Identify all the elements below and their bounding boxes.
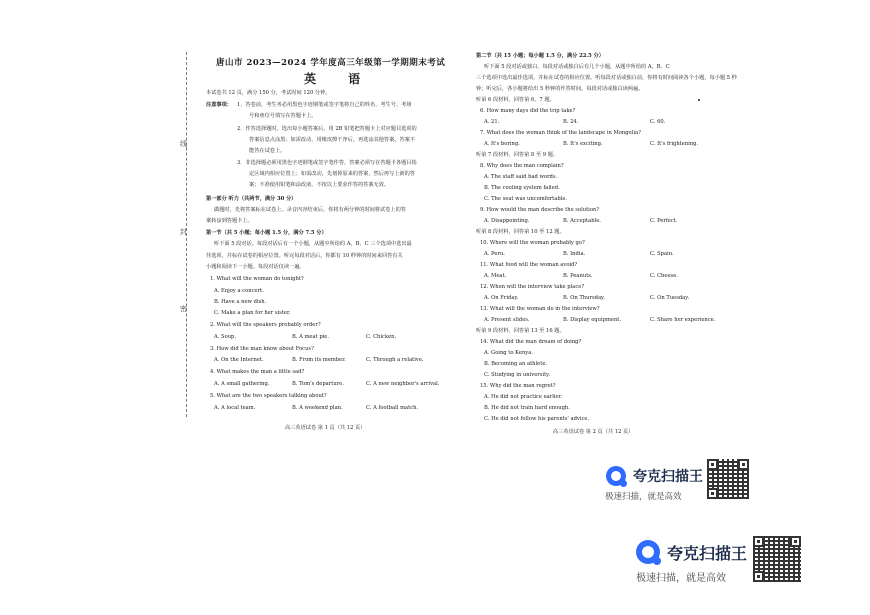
answer-option: B. It's exciting. bbox=[563, 141, 603, 147]
answer-option: A. Going to Kenya. bbox=[484, 350, 533, 356]
answer-option: A. Peru. bbox=[484, 251, 505, 257]
answer-option: C. Make a plan for her sister. bbox=[214, 310, 291, 316]
answer-option: C. Cheese. bbox=[650, 273, 678, 279]
answer-option: C. Chicken. bbox=[366, 334, 397, 340]
group-header: 听第 8 段材料，回答第 10 至 12 题。 bbox=[476, 229, 565, 235]
part1-desc: 做题时，先将答案标在试卷上。录音内容结束后，你将有两分钟的时间将试卷上的答 bbox=[214, 207, 406, 213]
part1-heading: 第一部分 听力（共两节，满分 30 分） bbox=[206, 196, 297, 202]
answer-option: B. The cooling system failed. bbox=[484, 185, 560, 191]
note-line: 号和座位号填写在答题卡上。 bbox=[249, 113, 317, 119]
scanner-tagline: 极速扫描，就是高效 bbox=[636, 573, 726, 584]
answer-option: A. A small gathering. bbox=[214, 381, 270, 387]
qr-code-icon bbox=[707, 459, 749, 499]
question-stem: 3. How did the man know about Focus? bbox=[210, 346, 314, 352]
answer-option: B. A meat pie. bbox=[292, 334, 330, 340]
answer-option: B. Tom's departure. bbox=[292, 381, 344, 387]
section2-desc: 钟；听完后，各小题将给出 5 秒钟的作答时间。每段对话或独白读两遍。 bbox=[476, 86, 644, 92]
question-stem: 14. What did the man dream of doing? bbox=[480, 339, 582, 345]
answer-option: A. Present slides. bbox=[484, 317, 530, 323]
question-stem: 6. How many days did the trip take? bbox=[480, 108, 576, 114]
answer-option: A. The staff said bad words. bbox=[484, 174, 558, 180]
question-stem: 13. What will the woman do in the interview? bbox=[480, 306, 600, 312]
question-stem: 9. How would the man describe the solution? bbox=[480, 207, 600, 213]
section2-heading: 第二节（共 15 小题；每小题 1.5 分，满分 22.5 分） bbox=[476, 53, 604, 59]
answer-option: B. From its member. bbox=[292, 357, 346, 363]
subject-title: 英 语 bbox=[304, 72, 375, 86]
note-line: 3．非选择题必须用黑色字迹钢笔或签字笔作答，答案必须写在答题卡各题目指 bbox=[237, 160, 417, 166]
answer-option: B. Becoming an athlete. bbox=[484, 361, 548, 367]
note-line: 定区域内相应位置上；如需改动，先划掉原来的答案，然后再写上新的答 bbox=[249, 171, 416, 177]
answer-option: B. India. bbox=[563, 251, 586, 257]
section1-desc: 小题和阅读下一小题。每段对话仅读一遍。 bbox=[206, 264, 305, 270]
qr-code-icon bbox=[753, 536, 801, 582]
question-stem: 1. What will the woman do tonight? bbox=[210, 276, 304, 282]
scanner-tagline: 极速扫描，就是高效 bbox=[605, 492, 682, 502]
answer-option: C. Perfect. bbox=[650, 218, 678, 224]
answer-option: A. On the Internet. bbox=[214, 357, 264, 363]
question-stem: 10. Where will the woman probably go? bbox=[480, 240, 585, 246]
answer-option: A. Disappointing. bbox=[484, 218, 530, 224]
note-line: 答案信息点涂黑；如需改动，用橡皮擦干净后，再选涂其他答案。答案不 bbox=[249, 137, 416, 143]
scanner-logo-dot-icon bbox=[620, 480, 627, 487]
answer-option: A. He did not practice earlier. bbox=[484, 394, 563, 400]
answer-option: C. Through a relative. bbox=[366, 357, 424, 363]
question-stem: 12. When will the interview take place? bbox=[480, 284, 585, 290]
note-line: 2．作答选择题时，选出每小题答案后，用 2B 铅笔把答题卡上对应题目选项的 bbox=[237, 126, 417, 132]
group-header: 听第 9 段材料，回答第 13 至 16 题。 bbox=[476, 328, 565, 334]
answer-option: A. Meat. bbox=[484, 273, 507, 279]
binding-mark-secret: 密 bbox=[180, 305, 187, 313]
question-stem: 15. Why did the man regret? bbox=[480, 383, 556, 389]
answer-option: B. Acceptable. bbox=[563, 218, 601, 224]
part1-desc: 案转涂到答题卡上。 bbox=[206, 218, 253, 224]
section2-desc: 三个选项中选出最佳选项，并标在试卷的相应位置。听每段对话或独白前，你将有时间阅读各个小题，每小题 5 秒 bbox=[476, 75, 737, 81]
answer-option: A. It's boring. bbox=[484, 141, 520, 147]
note-line: 案；不准使用铅笔和涂改液。不按以上要求作答的答案无效。 bbox=[249, 182, 390, 188]
question-stem: 8. Why does the man complain? bbox=[480, 163, 564, 169]
question-stem: 4. What makes the man a little sad? bbox=[210, 369, 305, 375]
answer-option: C. It's frightening. bbox=[650, 141, 699, 147]
group-header: 听第 6 段材料，回答第 6、7 题。 bbox=[476, 97, 555, 103]
section1-desc: 佳选项，并标在试卷的相应位置。听完每段对话后，你都有 10 秒钟的时间来回答有关 bbox=[206, 253, 403, 259]
answer-option: A. Enjoy a concert. bbox=[214, 288, 264, 294]
answer-option: C. The seat was uncomfortable. bbox=[484, 196, 568, 202]
question-stem: 5. What are the two speakers talking about? bbox=[210, 393, 327, 399]
answer-option: C. A new neighbor's arrival. bbox=[366, 381, 440, 387]
notes-label: 注意事项： bbox=[206, 102, 232, 108]
exam-title: 唐山市 2023—2024 学年度高三年级第一学期期末考试 bbox=[216, 58, 446, 68]
section2-desc: 听下面 5 段对话或独白。每段对话或独白后有几个小题，从题中所给的 A、B、C bbox=[484, 64, 670, 70]
answer-option: C. On Tuesday. bbox=[650, 295, 690, 301]
group-header: 听第 7 段材料，回答第 8 至 9 题。 bbox=[476, 152, 559, 158]
answer-option: A. On Friday. bbox=[484, 295, 519, 301]
answer-option: C. A football match. bbox=[366, 405, 419, 411]
section1-desc: 听下面 5 段对话。每段对话后有一个小题，从题中所给的 A、B、C 三个选项中选出最 bbox=[214, 241, 412, 247]
answer-option: A. 21. bbox=[484, 119, 500, 125]
answer-option: B. Display equipment. bbox=[563, 317, 622, 323]
page-footer: 高三英语试卷 第 2 页（共 12 页） bbox=[553, 429, 634, 435]
scanner-app-name: 夸克扫描王 bbox=[633, 469, 703, 485]
answer-option: B. Peanuts. bbox=[563, 273, 593, 279]
answer-option: B. A weekend plan. bbox=[292, 405, 343, 411]
scanner-app-name: 夸克扫描王 bbox=[667, 544, 748, 563]
answer-option: C. 60. bbox=[650, 119, 666, 125]
speck bbox=[698, 99, 700, 101]
note-line: 1．答卷前，考生务必用黑色字迹钢笔或签字笔将自己的姓名、考生号、考场 bbox=[237, 102, 412, 108]
answer-option: C. Share her experience. bbox=[650, 317, 716, 323]
note-line: 能答在试卷上。 bbox=[249, 148, 286, 154]
answer-option: B. He did not train hard enough. bbox=[484, 405, 570, 411]
page-footer: 高三英语试卷 第 1 页（共 12 页） bbox=[285, 425, 366, 431]
answer-option: C. He did not follow his parents' advice. bbox=[484, 416, 590, 422]
answer-option: B. Have a new dish. bbox=[214, 299, 267, 305]
answer-option: B. 24. bbox=[563, 119, 579, 125]
question-stem: 11. What food will the woman avoid? bbox=[480, 262, 578, 268]
answer-option: C. Studying in university. bbox=[484, 372, 551, 378]
binding-mark-line: 线 bbox=[180, 140, 187, 148]
answer-option: A. A local team. bbox=[214, 405, 256, 411]
question-stem: 7. What does the woman think of the landscape in Mongolia? bbox=[480, 130, 641, 136]
question-stem: 2. What will the speakers probably order? bbox=[210, 322, 321, 328]
binding-mark-seal: 封 bbox=[180, 228, 187, 236]
answer-option: C. Spain. bbox=[650, 251, 674, 257]
exam-intro: 本试卷共 12 页，满分 150 分，考试时间 120 分钟。 bbox=[206, 90, 331, 96]
answer-option: A. Soup. bbox=[214, 334, 237, 340]
answer-option: B. On Thursday. bbox=[563, 295, 605, 301]
scanner-logo-dot-icon bbox=[653, 557, 661, 565]
section1-heading: 第一节（共 5 小题；每小题 1.5 分，满分 7.5 分） bbox=[206, 230, 327, 236]
